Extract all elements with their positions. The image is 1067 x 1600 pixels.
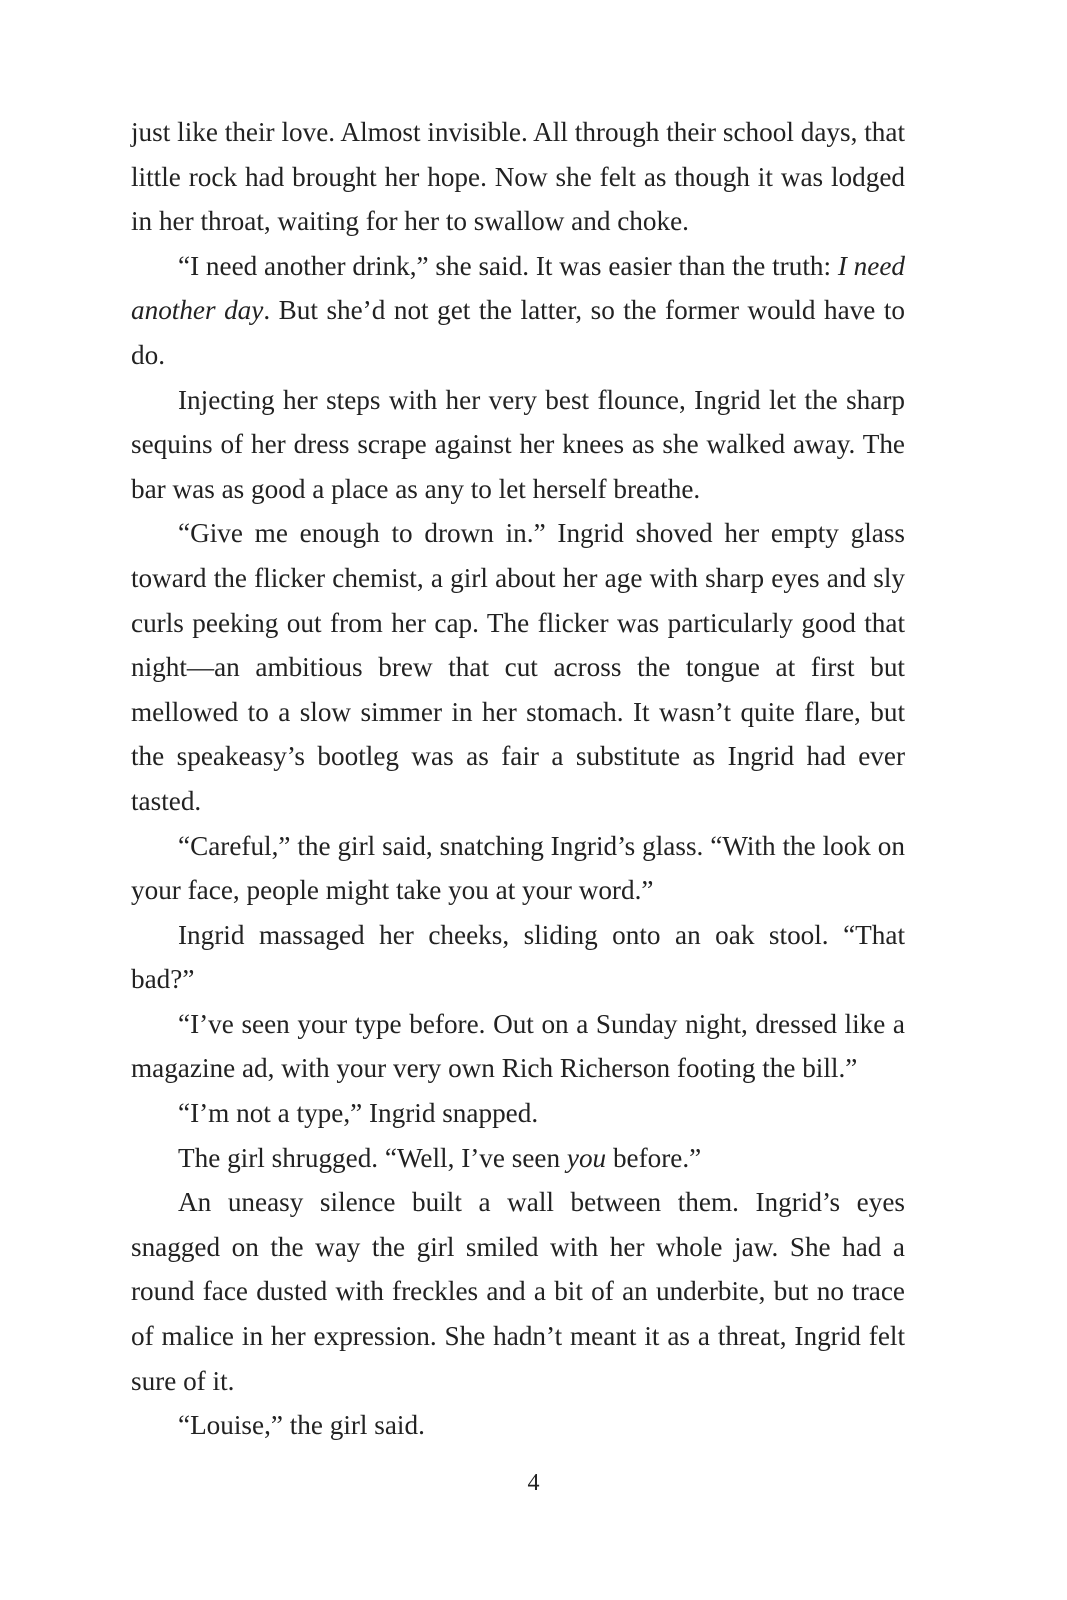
paragraph — [131, 1002, 905, 1091]
paragraph — [131, 378, 905, 512]
paragraph — [131, 913, 905, 1002]
paragraph-text: “I’ve seen your type before. Out on a Sunday night, dressed like a magazine ad, with your very own Rich Richerson footing the bill.” — [131, 1008, 905, 1084]
page-number: 4 — [527, 1470, 540, 1496]
paragraph-text: Ingrid massaged her cheeks, sliding onto an oak stool. “That bad?” — [131, 919, 905, 995]
paragraph-text: Injecting her steps with her very best flounce, Ingrid let the sharp sequins of her dress scrape against her knees as she walked away. The bar was as good a place as any to let herself breathe. — [131, 384, 905, 504]
paragraph-text: “Careful,” the girl said, snatching Ingrid’s glass. “With the look on your face, people might take you at your word.” — [131, 830, 905, 906]
paragraph — [131, 110, 905, 244]
paragraph — [131, 1180, 905, 1403]
paragraph-text: . But she’d not get the latter, so the former would have to do. — [131, 295, 905, 370]
paragraph — [131, 1136, 905, 1181]
paragraph-text: before.” — [606, 1142, 702, 1173]
paragraph-text: An uneasy silence built a wall between them. Ingrid’s eyes snagged on the way the girl smiled with her whole jaw. She had a round face dusted with freckles and a bit of an underbite, but no trace of malice in her expression. She hadn’t meant it as a threat, Ingrid felt sure of it. — [131, 1187, 905, 1396]
paragraph-text: The girl shrugged. “Well, I’ve seen — [178, 1142, 567, 1173]
paragraph — [131, 244, 905, 378]
paragraph-text: “I need another drink,” she said. It was easier than the truth: — [178, 250, 838, 281]
paragraph — [131, 1091, 905, 1136]
paragraph — [131, 824, 905, 913]
italic-text: you — [566, 1142, 607, 1173]
paragraph-text: “Give me enough to drown in.” Ingrid shoved her empty glass toward the flicker chemist, a girl about her age with sharp eyes and sly curls peeking out from her cap. The flicker was particularly good that night—an ambitious brew that cut across the tongue at first but mellowed to a slow simmer in her stomach. It wasn’t quite flare, but the speakeasy’s bootleg was as fair a substitute as Ingrid had ever tasted. — [131, 518, 905, 816]
paragraph-text: just like their love. Almost invisible. All through their school days, that little rock had brought her hope. Now she felt as though it was lodged in her throat, waiting for her to swallow and choke. — [131, 117, 905, 237]
body-text — [131, 110, 905, 1448]
paragraph-text: “I’m not a type,” Ingrid snapped. — [178, 1098, 539, 1129]
paragraph — [131, 511, 905, 823]
italic-text: I need another day — [131, 250, 906, 326]
paragraph-text: “Louise,” the girl said. — [178, 1410, 425, 1441]
paragraph — [131, 1403, 905, 1448]
